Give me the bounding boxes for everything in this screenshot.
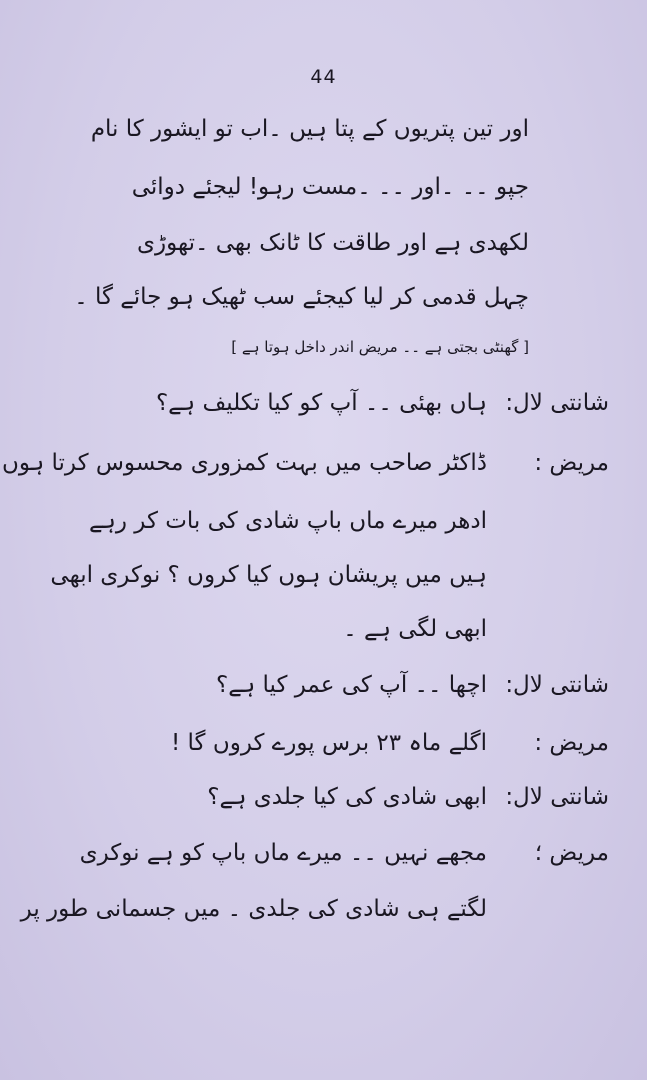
page-number: 44 [310, 66, 337, 88]
speaker-shanti-lal-1: شانتی لال: [505, 390, 609, 416]
speech-line: ادھر میرے ماں باپ شادی کی بات کر رہے [88, 508, 487, 534]
speaker-shanti-lal-2: شانتی لال: [505, 672, 609, 698]
intro-line-4: چہل قدمی کر لیا کیجئے سب ٹھیک ہو جائے گا ۔ [74, 284, 529, 310]
speech-line: ہاں بھئی ۔۔ آپ کو کیا تکلیف ہے؟ [155, 390, 487, 416]
speech-line: ابھی لگی ہے ۔ [343, 616, 487, 642]
speaker-mareez-3: مریض ؛ [534, 840, 609, 866]
stage-direction: [ گھنٹی بجتی ہے ۔۔ مریض اندر داخل ہوتا ہے ] [231, 338, 529, 356]
speech-line: لگتے ہی شادی کی جلدی ۔ میں جسمانی طور پر [20, 896, 487, 922]
speaker-mareez-2: مریض : [534, 730, 609, 756]
speech-line: ہیں میں پریشان ہوں کیا کروں ؟ نوکری ابھی [50, 562, 487, 588]
speaker-shanti-lal-3: شانتی لال: [505, 784, 609, 810]
speech-line: ابھی شادی کی کیا جلدی ہے؟ [207, 784, 487, 810]
speech-line: اچھا ۔۔ آپ کی عمر کیا ہے؟ [216, 672, 487, 698]
speaker-mareez-1: مریض : [534, 450, 609, 476]
intro-line-3: لکھدی ہے اور طاقت کا ٹانک بھی ۔تھوڑی [136, 230, 529, 256]
intro-line-1: اور تین پتریوں کے پتا ہیں ۔اب تو ایشور کا نام [90, 116, 529, 142]
speech-line: ڈاکٹر صاحب میں بہت کمزوری محسوس کرتا ہوں [1, 450, 487, 476]
speech-line: مجھے نہیں ۔۔ میرے ماں باپ کو ہے نوکری [79, 840, 487, 866]
intro-line-2: جپو ۔۔ ۔اور ۔۔ ۔مست رہو! لیجئے دوائی [131, 174, 529, 200]
speech-line: اگلے ماہ ۲۳ برس پورے کروں گا ! [171, 730, 487, 756]
